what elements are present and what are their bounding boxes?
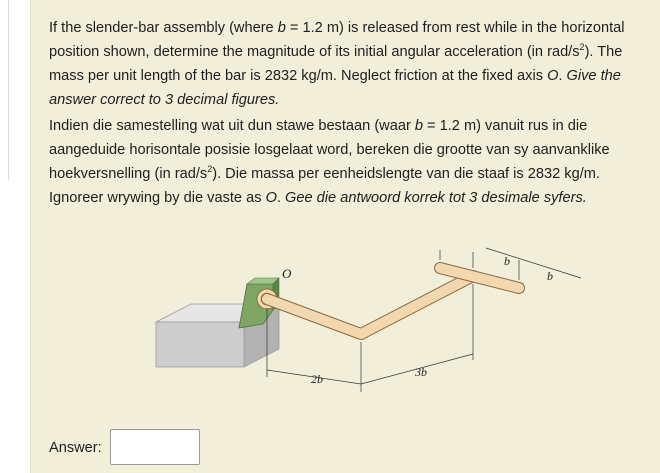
bar-assembly-diagram xyxy=(151,242,591,392)
q-af-part-2: = 1.2 m) vanuit rus in die aangeduide horisontale posisie losgelaat word, bereken die grootte van sy aanvanklike hoekversnelling (in rad/s xyxy=(49,118,610,182)
pivot-label-o: O xyxy=(282,266,292,281)
dim-label-2b: 2b xyxy=(311,372,323,386)
q-en-var-b: b xyxy=(277,20,286,36)
q-af-part-1: Indien die samestelling wat uit dun stawe bestaan (waar xyxy=(49,118,415,134)
q-af-exponent: 2 xyxy=(207,164,213,175)
q-en-part-2: = 1.2 m) is released from rest while in the horizontal position shown, determine the magnitude of its initial angular acceleration (in rad/s xyxy=(49,20,625,60)
dim-label-b-1: b xyxy=(504,254,510,268)
q-af-var-o: O xyxy=(265,190,277,206)
q-en-exponent: 2 xyxy=(579,42,585,53)
question-text-english xyxy=(49,16,654,112)
q-af-var-b: b xyxy=(414,118,423,134)
q-af-part-4: . xyxy=(276,190,286,206)
dim-label-b-2: b xyxy=(547,269,553,283)
question-text-afrikaans xyxy=(49,114,654,210)
q-en-part-4: . xyxy=(558,68,567,84)
dim-label-3b: 3b xyxy=(415,365,427,379)
q-en-part-1: If the slender-bar assembly (where xyxy=(49,20,278,36)
bar-assembly-figure xyxy=(151,242,591,392)
q-en-instruction: Give the answer correct to 3 decimal figures. xyxy=(49,68,621,108)
q-af-part-3: ). Die massa per eenheidslengte van die staaf is 2832 kg/m. Ignoreer wrywing by die vaste as xyxy=(49,166,600,206)
answer-label: Answer: xyxy=(49,440,102,456)
q-af-instruction: Gee die antwoord korrek tot 3 desimale syfers. xyxy=(285,190,587,206)
q-en-part-3: ). The mass per unit length of the bar is 2832 kg/m. Neglect friction at the fixed axis xyxy=(49,44,623,84)
answer-input[interactable] xyxy=(110,429,200,465)
question-card xyxy=(30,0,660,473)
q-en-var-o: O xyxy=(547,68,559,84)
block-front xyxy=(156,322,244,367)
dim-b-line xyxy=(486,248,581,278)
left-panel-edge xyxy=(0,0,9,180)
